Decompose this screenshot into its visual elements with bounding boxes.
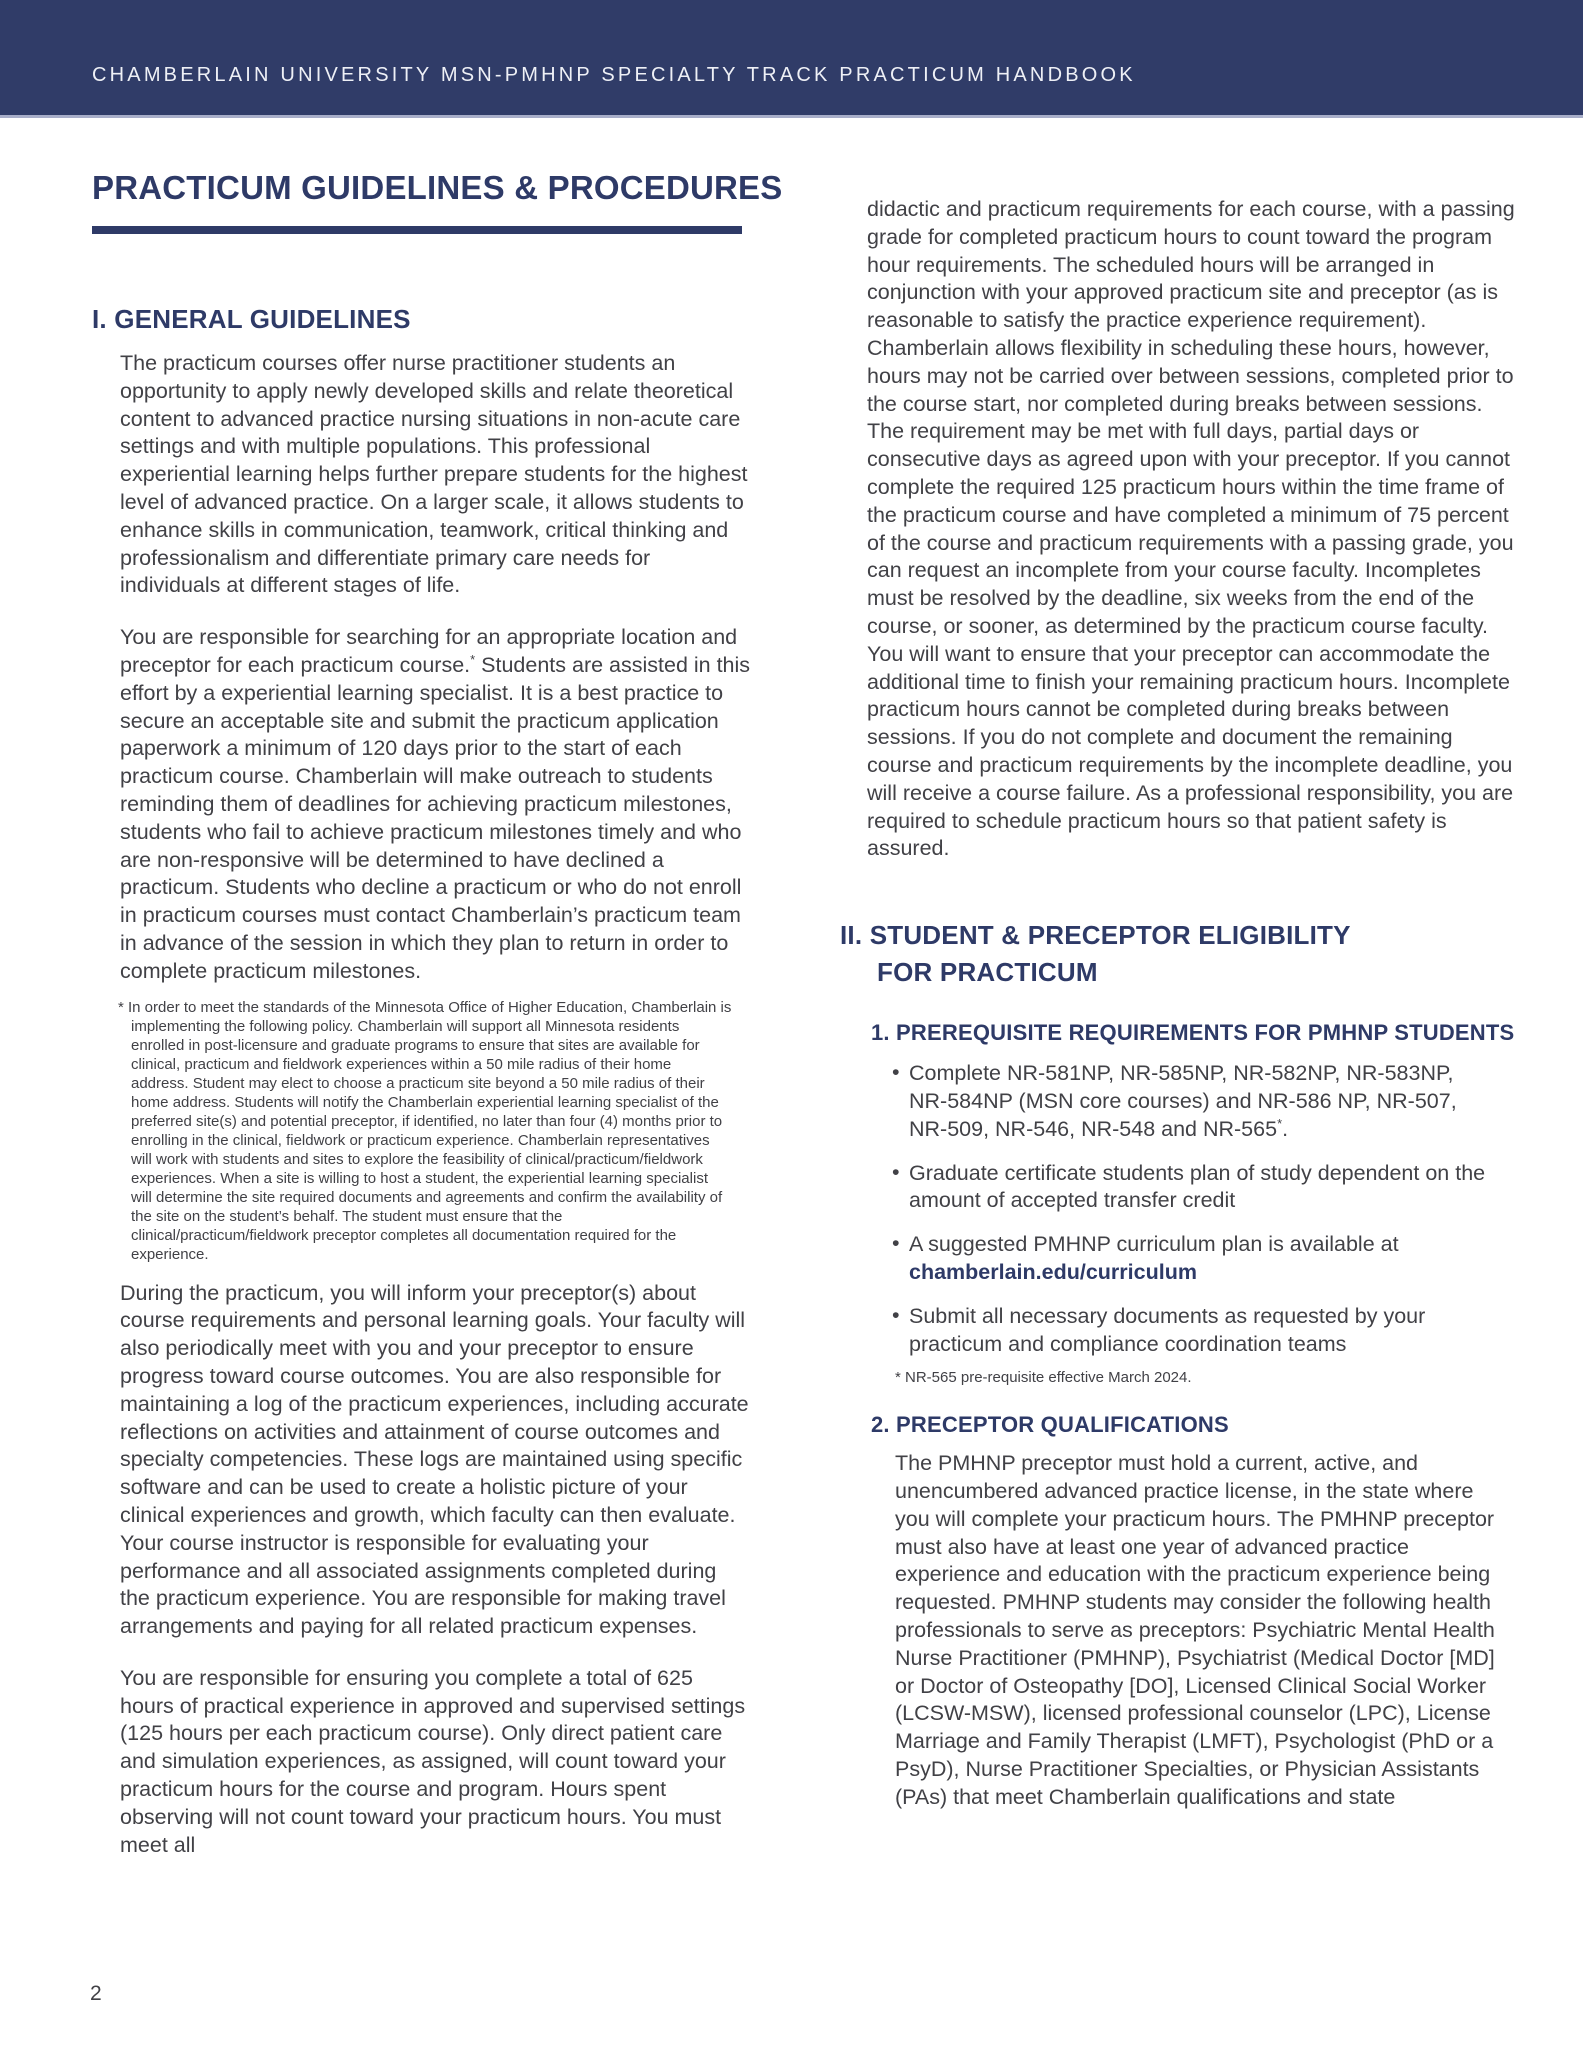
prerequisites-bullet-list	[840, 1060, 1530, 1358]
page-number: 2	[90, 1982, 102, 2005]
title-underline-rule	[92, 226, 742, 234]
curriculum-link[interactable]: chamberlain.edu/curriculum	[909, 1259, 1197, 1284]
footnote-marker: *	[1277, 1115, 1283, 1131]
paragraph-site-search-text-2: Students are assisted in this effort by a experiential learning specialist. It is a best practice to secure an acceptable site and submit the practicum application paperwork a minimum of 120 days prior to the start of each practicum course. Chamberlain will make outreach to students reminding them of deadlines for achieving practicum milestones, students who fail to achieve practicum milestones timely and who are non-responsive will be determined to have declined a practicum. Students who decline a practicum or who do not enroll in practicum courses must contact Chamberlain’s practicum team in advance of the session in which they plan to return in order to complete practicum milestones.	[120, 652, 751, 983]
bullet-item-core-courses	[840, 1060, 1495, 1143]
right-column	[840, 118, 1530, 1812]
bullet-icon: •	[892, 1231, 900, 1256]
bullet-icon: •	[892, 1159, 900, 1184]
section-heading-eligibility	[840, 917, 1530, 991]
section-heading-eligibility-line2: FOR PRACTICUM	[877, 957, 1098, 988]
paragraph-site-search	[120, 624, 752, 985]
paragraph-site-search-text: You are responsible for searching for an appropriate location and preceptor for each practicum course.	[120, 625, 738, 677]
bullet-item-curriculum-plan	[840, 1231, 1495, 1287]
bullet-curriculum-plan-text: A suggested PMHNP curriculum plan is available at	[909, 1232, 1399, 1257]
left-column	[92, 118, 783, 1859]
paragraph-practicum-overview: The practicum courses offer nurse practitioner students an opportunity to apply newly developed skills and relate theoretical content to advanced practice nursing situations in non-acute care settings and with multiple populations. This professional experiential learning helps further prepare students for the highest level of advanced practice. On a larger scale, it allows students to enhance skills in communication, teamwork, critical thinking and professionalism and differentiate primary care needs for individuals at different stages of life.	[120, 351, 748, 598]
page-title: PRACTICUM GUIDELINES & PROCEDURES	[92, 169, 783, 206]
paragraph-preceptor-qualifications: The PMHNP preceptor must hold a current, active, and unencumbered advanced practice license, in the state where you will complete your practicum hours. The PMHNP preceptor must also have at least one year of advanced practice experience and education with the practicum experience being requested. PMHNP students may consider the following health professionals to serve as preceptors: Psychiatric Mental Health Nurse Practitioner (PMHNP), Psychiatrist (Medical Doctor [MD] or Doctor of Osteopathy [DO], Licensed Clinical Social Worker (LCSW-MSW), licensed professional counselor (LPC), License Marriage and Family Therapist (LMFT), Psychologist (PhD or a PsyD), Nurse Practitioner Specialties, or Physician Assistants (PAs) that meet Chamberlain qualifications and state	[895, 1451, 1495, 1809]
subsection-heading-preceptor-qualifications: 2. PRECEPTOR QUALIFICATIONS	[871, 1412, 1229, 1438]
bullet-core-courses-text: Complete NR-581NP, NR-585NP, NR-582NP, NR-583NP, NR-584NP (MSN core courses) and NR-586 NP, NR-507, NR-509, NR-546, NR-548 and NR-565	[909, 1061, 1457, 1141]
subsection-heading-prerequisites: 1. PREREQUISITE REQUIREMENTS FOR PMHNP STUDENTS	[871, 1020, 1515, 1046]
paragraph-didactic-continuation: didactic and practicum requirements for each course, with a passing grade for completed practicum hours to count toward the program hour requirements. The scheduled hours will be arranged in conjunction with your approved practicum site and preceptor (as is reasonable to satisfy the practice experience requirement). Chamberlain allows flexibility in scheduling these hours, however, hours may not be carried over between sessions, completed prior to the course start, nor completed during breaks between sessions. The requirement may be met with full days, partial days or consecutive days as agreed upon with your preceptor. If you cannot complete the required 125 practicum hours within the time frame of the practicum course and have completed a minimum of 75 percent of the course and practicum requirements with a passing grade, you can request an incomplete from your course faculty. Incompletes must be resolved by the deadline, six weeks from the end of the course, or sooner, as determined by the practicum course faculty. You will want to ensure that your preceptor can accommodate the additional time to finish your remaining practicum hours. Incomplete practicum hours cannot be completed during breaks between sessions. If you do not complete and document the remaining course and practicum requirements by the incomplete deadline, you will receive a course failure. As a professional responsibility, you are required to schedule practicum hours so that patient safety is assured.	[867, 197, 1515, 861]
bullet-item-submit-documents	[840, 1303, 1495, 1359]
paragraph-hours-requirement: You are responsible for ensuring you complete a total of 625 hours of practical experience in approved and supervised settings (125 hours per each practicum course). Only direct patient care and simulation experiences, as assigned, will count toward your practicum hours for the course and program. Hours spent observing will not count toward your practicum hours. You must meet all	[120, 1665, 746, 1857]
page-body	[0, 118, 1583, 1859]
paragraph-during-practicum: During the practicum, you will inform your preceptor(s) about course requirements and personal learning goals. Your faculty will also periodically meet with you and your preceptor to ensure progress toward course outcomes. You are also responsible for maintaining a log of the practicum experiences, including accurate reflections on activities and attainment of course outcomes and specialty competencies. These logs are maintained using specific software and can be used to create a holistic picture of your clinical experiences and growth, which faculty can then evaluate. Your course instructor is responsible for evaluating your performance and all associated assignments completed during the practicum experience. You are responsible for making travel arrangements and paying for all related practicum expenses.	[120, 1280, 749, 1639]
bullet-core-courses-period: .	[1282, 1116, 1289, 1141]
footnote-nr565: * NR-565 pre-requisite effective March 2024.	[895, 1369, 1192, 1387]
bullet-transfer-credit-text: Graduate certificate students plan of study dependent on the amount of accepted transfer credit	[909, 1160, 1486, 1213]
footnote-minnesota-policy: * In order to meet the standards of the Minnesota Office of Higher Education, Chamberlain is implementing the following policy. Chamberlain will support all Minnesota residents enrolled in post-licensure and graduate programs to ensure that sites are available for clinical, practicum and fieldwork experiences within a 50 mile radius of their home address. Student may elect to choose a practicum site beyond a 50 mile radius of their home address. Students will notify the Chamberlain experiential learning specialist of the preferred site(s) and potential preceptor, if identified, no later than four (4) months prior to enrolling in the clinical, fieldwork or practicum experience. Chamberlain representatives will work with students and sites to explore the feasibility of clinical/practicum/fieldwork experiences. When a site is willing to host a student, the experiential learning specialist will determine the site required documents and agreements and confirm the availability of the site on the student’s behalf. The student must ensure that the clinical/practicum/fieldwork preceptor completes all documentation required for the experience.	[118, 998, 732, 1263]
section-heading-eligibility-line1: II. STUDENT & PRECEPTOR ELIGIBILITY	[840, 920, 1351, 951]
document-title: CHAMBERLAIN UNIVERSITY MSN-PMHNP SPECIALTY TRACK PRACTICUM HANDBOOK	[92, 64, 1136, 86]
footnote-marker: *	[470, 651, 476, 667]
bullet-icon: •	[892, 1060, 900, 1085]
bullet-icon: •	[892, 1302, 900, 1327]
header-bar	[0, 0, 1583, 118]
bullet-item-transfer-credit	[840, 1160, 1495, 1216]
bullet-submit-documents-text: Submit all necessary documents as requested by your practicum and compliance coordination teams	[909, 1303, 1426, 1356]
section-heading-general-guidelines: I. GENERAL GUIDELINES	[92, 304, 411, 334]
